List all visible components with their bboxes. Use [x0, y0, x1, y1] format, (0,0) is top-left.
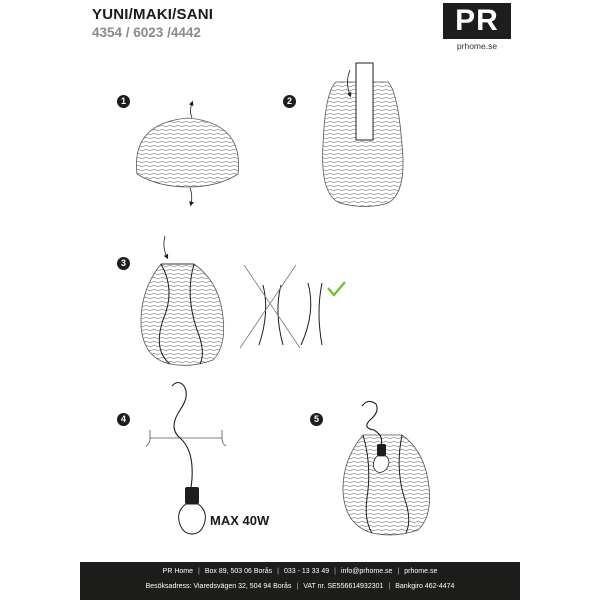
checkmark-icon: [328, 282, 345, 295]
footer-row-legal: Besöksadress: Viaredsvägen 32, 504 94 Borås | VAT nr. SE556614932301 | Bankgiro 462-4474: [145, 583, 455, 590]
footer-company: PR Home: [162, 568, 193, 575]
insert-arrow-icon: [164, 236, 167, 257]
light-bulb: [179, 504, 206, 534]
product-title: YUNI/MAKI/SANI: [92, 6, 214, 23]
product-codes: 4354 / 6023 /4442: [92, 25, 201, 40]
up-arrow-icon: [191, 103, 193, 118]
footer-vat: VAT nr. SE556614932301: [303, 583, 384, 590]
footer-website[interactable]: prhome.se: [404, 568, 438, 575]
lamp-socket: [185, 487, 199, 504]
footer-phone: 033 - 13 33 49: [283, 568, 330, 575]
step-1-shade: [136, 103, 238, 204]
footer-visit-address: Besöksadress: Viaredsvägen 32, 504 94 Borås: [145, 583, 292, 590]
step-4-badge: 4: [117, 413, 130, 426]
correct-frame: [301, 282, 345, 345]
max-wattage-label: MAX 40W: [210, 513, 270, 528]
step-2-badge: 2: [283, 95, 296, 108]
step-5-badge: 5: [310, 413, 323, 426]
step-3-shade: [141, 236, 224, 365]
lamp-socket: [377, 444, 386, 456]
cross-icon: [240, 265, 300, 348]
brand-url: prhome.se: [456, 41, 498, 51]
footer-bankgiro: Bankgiro 462-4474: [395, 583, 455, 590]
step-1-badge: 1: [117, 95, 130, 108]
support-rod: [356, 63, 373, 140]
step-3-badge: 3: [117, 257, 130, 270]
footer-email[interactable]: info@prhome.se: [340, 568, 393, 575]
footer-box-address: Box 89, 503 06 Borås: [204, 568, 273, 575]
wrong-frame: [240, 265, 300, 348]
cord: [172, 383, 192, 489]
step-5-lamp: [343, 401, 430, 534]
brand-logo: PR: [443, 3, 511, 39]
footer-row-contact: PR Home | Box 89, 503 06 Borås | 033 - 13 33 49 | info@prhome.se | prhome.se: [162, 568, 438, 575]
down-arrow-icon: [190, 188, 192, 204]
step-4-assembly: [146, 383, 226, 535]
footer: [80, 562, 520, 600]
step-2-shade: [323, 63, 403, 207]
